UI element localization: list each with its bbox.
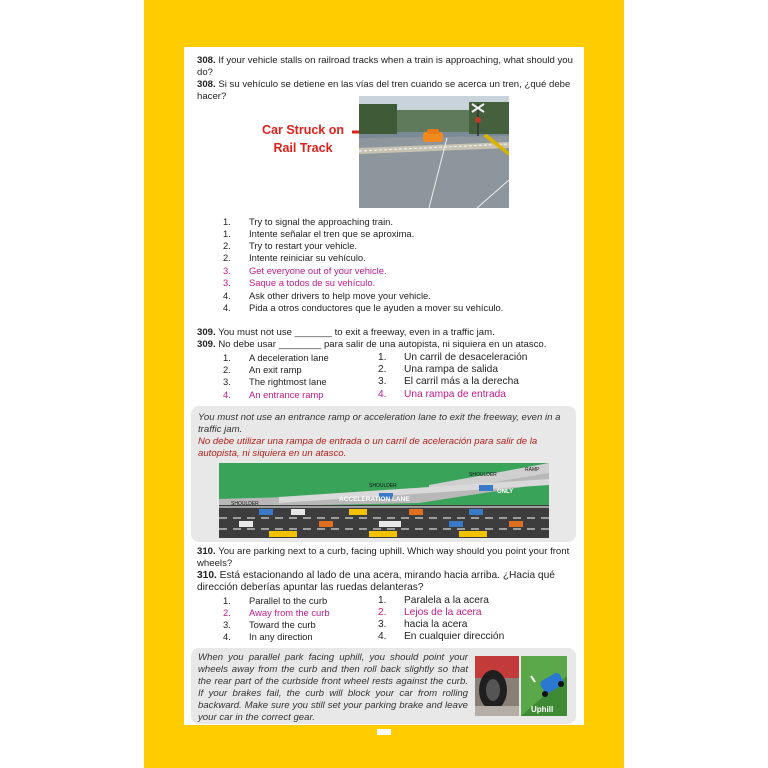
- shoulder-label: SHOULDER: [231, 501, 259, 507]
- explanation-es: No debe utilizar una rampa de entrada o un carril de aceleración para salir de la autopista, ni siquiera en un atasco.: [198, 436, 538, 459]
- explanation-en: When you parallel park facing uphill, you should point your wheels away from the curb and then roll back slightly so that the rear part of the curbside front wheel rests against the curb. If your brakes fail, the curb will block your car from rolling backward. Make sure you still set your parking brake and leave your car in the correct gear.: [198, 652, 468, 723]
- explanation-box-310: [191, 648, 576, 724]
- question-number: 310.: [197, 546, 216, 557]
- option-item[interactable]: 1. A deceleration lane: [223, 352, 329, 363]
- option-item[interactable]: 3. El carril más a la derecha: [378, 376, 519, 387]
- option-item[interactable]: 1. Intente señalar el tren que se aproxima.: [223, 228, 415, 239]
- option-item[interactable]: 2. Una rampa de salida: [378, 364, 499, 375]
- figure-label-line2: Rail Track: [273, 141, 333, 155]
- option-item[interactable]: 3. The rightmost lane: [223, 376, 327, 387]
- option-item-correct[interactable]: 2. Away from the curb: [223, 607, 330, 618]
- question-text: Está estacionando al lado de una acera, mirando hacia arriba. ¿Hacia qué dirección deberías apuntar las ruedas delanteras?: [197, 570, 555, 593]
- option-item[interactable]: 1. Try to signal the approaching train.: [223, 216, 394, 227]
- question-text: No debe usar ________ para salir de una autopista, ni siquiera en un atasco.: [218, 339, 547, 350]
- question-text: Si su vehículo se detiene en las vías del tren cuando se acerca un tren, ¿qué debe hacer?: [197, 79, 571, 102]
- question-number: 309.: [197, 327, 216, 338]
- tire-curb-photo: [475, 656, 519, 716]
- option-item[interactable]: 3. hacia la acera: [378, 619, 468, 630]
- shoulder-label: SHOULDER: [469, 472, 497, 478]
- option-item-correct[interactable]: 3. Saque a todos de su vehículo.: [223, 277, 376, 288]
- option-item[interactable]: 1. Paralela a la acera: [378, 595, 489, 606]
- explanation-en: You must not use an entrance ramp or acceleration lane to exit the freeway, even in a traffic jam.: [198, 412, 561, 435]
- only-label: ONLY: [497, 489, 514, 495]
- question-number: 308.: [197, 55, 216, 66]
- question-309-en: [197, 327, 579, 339]
- question-310-es: [197, 570, 579, 594]
- acceleration-lane-label: ACCELERATION LANE: [339, 496, 410, 503]
- option-item-correct[interactable]: 4. An entrance ramp: [223, 389, 324, 400]
- question-number: 308.: [197, 79, 216, 90]
- option-item[interactable]: 4. In any direction: [223, 631, 313, 642]
- freeway-ramp-diagram: [219, 463, 549, 538]
- option-item[interactable]: 4. Ask other drivers to help move your vehicle.: [223, 290, 431, 301]
- ramp-label: RAMP: [525, 467, 540, 473]
- option-item[interactable]: 1. Un carril de desaceleración: [378, 352, 528, 363]
- rail-track-figure: [250, 96, 510, 211]
- option-item[interactable]: 2. Try to restart your vehicle.: [223, 240, 358, 251]
- uphill-label: Uphill: [531, 705, 554, 714]
- railroad-crossing-photo: [359, 96, 509, 208]
- option-item[interactable]: 3. Toward the curb: [223, 619, 316, 630]
- option-item-correct[interactable]: 4. Una rampa de entrada: [378, 389, 506, 400]
- question-309-es: [197, 339, 579, 351]
- question-number: 309.: [197, 339, 216, 350]
- explanation-box-309: [191, 406, 576, 542]
- option-item-correct[interactable]: 2. Lejos de la acera: [378, 607, 482, 618]
- question-308-en: [197, 55, 579, 78]
- shoulder-label: SHOULDER: [369, 483, 397, 489]
- option-item[interactable]: 4. Pida a otros conductores que le ayuden a mover su vehículo.: [223, 302, 504, 313]
- option-item[interactable]: 2. Intente reiniciar su vehículo.: [223, 252, 366, 263]
- page-number-tab: [377, 729, 391, 735]
- option-item[interactable]: 2. An exit ramp: [223, 364, 302, 375]
- question-text: You must not use _______ to exit a freeway, even in a traffic jam.: [218, 327, 495, 338]
- question-310-en: [197, 546, 579, 569]
- question-number: 310.: [197, 570, 217, 581]
- question-text: If your vehicle stalls on railroad tracks when a train is approaching, what should you do?: [197, 55, 573, 78]
- question-text: You are parking next to a curb, facing uphill. Which way should you point your front wheels?: [197, 546, 570, 569]
- option-item[interactable]: 4. En cualquier dirección: [378, 631, 505, 642]
- option-item-correct[interactable]: 3. Get everyone out of your vehicle.: [223, 265, 387, 276]
- option-item[interactable]: 1. Parallel to the curb: [223, 595, 328, 606]
- figure-label-line1: Car Struck on: [262, 123, 344, 137]
- uphill-car-icon: [521, 656, 567, 716]
